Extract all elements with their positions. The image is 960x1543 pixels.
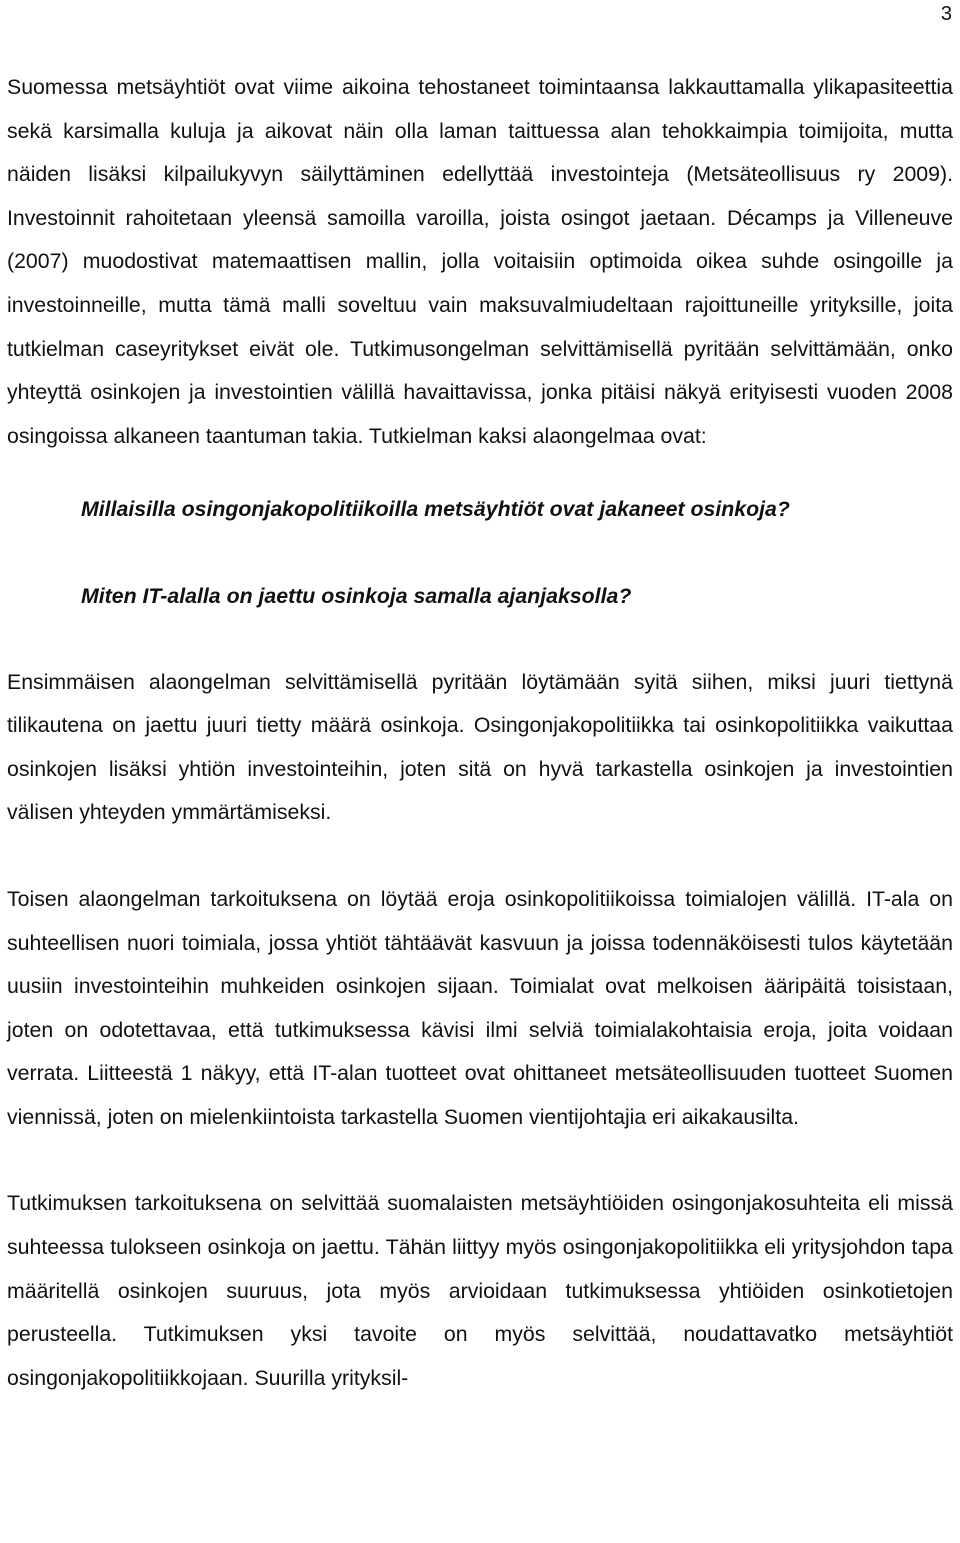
paragraph-research-purpose: Tutkimuksen tarkoituksena on selvittää suomalaisten metsäyhtiöiden osingonjakosuhteita eli missä suhteessa tulokseen osinkoja on jaettu. Tähän liittyy myös osingonjakopolitiikka eli yritysjohdon tapa määritellä osinkojen suuruus, jota myös arvioidaan tutkimuksessa yhtiöiden osinkotietojen perusteella. Tutkimuksen yksi tavoite on myös selvittää, noudattavatko metsäyhtiöt osingonjakopolitiikkojaan. Suurilla yrityksil- (7, 1191, 953, 1390)
research-question-1: Millaisilla osingonjakopolitiikoilla metsäyhtiöt ovat jakaneet osinkoja? (81, 497, 790, 522)
paragraph-second-subproblem: Toisen alaongelman tarkoituksena on löytää eroja osinkopolitiikoissa toimialojen välillä. IT-ala on suhteellisen nuori toimiala, jossa yhtiöt tähtäävät kasvuun ja joissa todennäköisesti tulos käytetään uusiin investointeihin muhkeiden osinkojen sijaan. Toimialat ovat melkoisen ääripäitä toisistaan, joten on odotettavaa, että tutkimuksessa kävisi ilmi selviä toimialakohtaisia eroja, joita voidaan verrata. Liitteestä 1 näkyy, että IT-alan tuotteet ovat ohittaneet metsäteollisuuden tuotteet Suomen viennissä, joten on mielenkiintoista tarkastella Suomen vientijohtajia eri aikakausilta. (7, 886, 953, 1129)
document-body (7, 66, 953, 1400)
research-questions (7, 488, 953, 618)
paragraph-intro: Suomessa metsäyhtiöt ovat viime aikoina tehostaneet toimintaansa lakkauttamalla ylikapasiteettia sekä karsimalla kuluja ja aikovat näin olla laman taittuessa alan tehokkaimpia toimijoita, mutta näiden lisäksi kilpailukyvyn säilyttäminen edellyttää investointeja (Metsäteollisuus ry 2009). Investoinnit rahoitetaan yleensä samoilla varoilla, joista osingot jaetaan. Décamps ja Villeneuve (2007) muodostivat matemaattisen mallin, jolla voitaisiin optimoida oikea suhde osingoille ja investoinneille, mutta tämä malli soveltuu vain maksuvalmiudeltaan rajoittuneille yrityksille, joita tutkielman caseyritykset eivät ole. Tutkimusongelman selvittämisellä pyritään selvittämään, onko yhteyttä osinkojen ja investointien välillä havaittavissa, jonka pitäisi näkyä erityisesti vuoden 2008 osingoissa alkaneen taantuman takia. Tutkielman kaksi alaongelmaa ovat: (7, 75, 953, 448)
page-number: 3 (940, 3, 952, 25)
research-question-2: Miten IT-alalla on jaettu osinkoja samalla ajanjaksolla? (81, 583, 632, 608)
paragraph-first-subproblem: Ensimmäisen alaongelman selvittämisellä pyritään löytämään syitä siihen, miksi juuri tiettynä tilikautena on jaettu juuri tietty määrä osinkoja. Osingonjakopolitiikka tai osinkopolitiikka vaikuttaa osinkojen lisäksi yhtiön investointeihin, joten sitä on hyvä tarkastella osinkojen ja investointien välisen yhteyden ymmärtämiseksi. (7, 669, 953, 825)
